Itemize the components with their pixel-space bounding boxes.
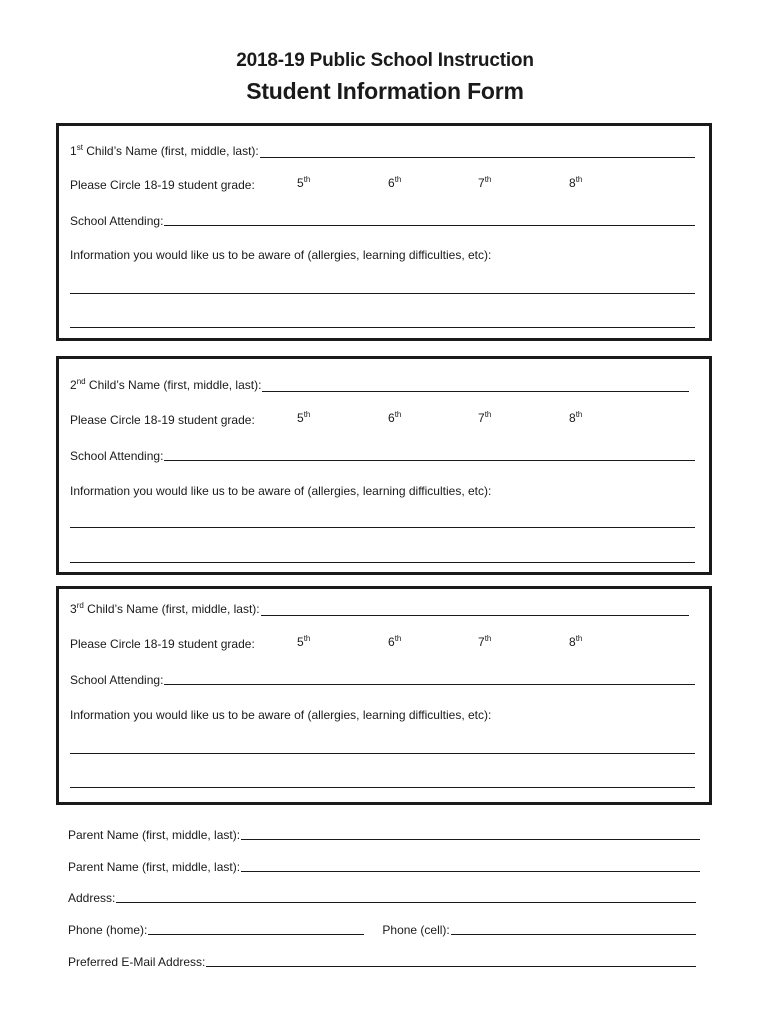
child-1-school-field[interactable] [164,225,695,226]
child-3-info-line-2[interactable] [70,787,695,788]
child-2-info-row [70,480,695,498]
child-2-grade-5[interactable]: 5th [297,410,311,425]
child-3-grade-label: Please Circle 18-19 student grade: [70,637,255,651]
address-field[interactable] [116,902,696,903]
child-2-school-label: School Attending: [70,449,164,463]
child-3-name-label: 3rd Child’s Name (first, middle, last): [70,601,260,616]
child-1-name-row [70,142,695,160]
child-1-school-row [70,210,695,228]
child-3-grade-8[interactable]: 8th [569,634,583,649]
child-1-grade-5[interactable]: 5th [297,175,311,190]
phone-cell-label: Phone (cell): [382,923,450,937]
email-field[interactable] [206,966,696,967]
parent-1-label: Parent Name (first, middle, last): [68,828,241,842]
child-1-name-label: 1st Child’s Name (first, middle, last): [70,143,259,158]
address-row [68,887,696,905]
child-2-grade-7[interactable]: 7th [478,410,492,425]
phone-home-label: Phone (home): [68,923,148,937]
child-2-grade-label: Please Circle 18-19 student grade: [70,413,255,427]
child-3-grade-row [70,635,670,653]
child-3-info-row [70,704,695,722]
child-2-info-line-1[interactable] [70,527,695,528]
child-2-school-field[interactable] [164,460,695,461]
child-2-grade-8[interactable]: 8th [569,410,583,425]
child-1-grade-row [70,176,670,194]
child-3-section [56,586,712,805]
child-1-school-label: School Attending: [70,214,164,228]
parent-2-row [68,856,700,874]
child-2-grade-row [70,411,670,429]
child-2-name-label: 2nd Child’s Name (first, middle, last): [70,377,262,392]
parent-2-label: Parent Name (first, middle, last): [68,860,241,874]
child-2-info-line-2[interactable] [70,562,695,563]
child-3-grade-7[interactable]: 7th [478,634,492,649]
form-title-year: 2018-19 Public School Instruction [236,50,534,71]
child-1-grade-8[interactable]: 8th [569,175,583,190]
parent-1-name-field[interactable] [241,839,700,840]
child-2-grade-6[interactable]: 6th [388,410,402,425]
child-3-school-label: School Attending: [70,673,164,687]
child-1-info-line-2[interactable] [70,327,695,328]
child-1-info-label: Information you would like us to be aware of (allergies, learning difficulties, etc): [70,248,492,262]
child-1-grade-label: Please Circle 18-19 student grade: [70,178,255,192]
child-2-school-row [70,445,695,463]
address-label: Address: [68,891,116,905]
child-1-info-line-1[interactable] [70,293,695,294]
child-3-name-row [70,600,689,618]
child-3-info-line-1[interactable] [70,753,695,754]
child-3-school-field[interactable] [164,684,695,685]
child-3-name-field[interactable] [261,615,689,616]
child-1-section [56,123,712,341]
child-2-info-label: Information you would like us to be aware of (allergies, learning difficulties, etc): [70,484,492,498]
email-row [68,951,696,969]
child-2-name-row [70,376,689,394]
child-3-school-row [70,669,695,687]
parent-2-name-field[interactable] [241,871,700,872]
phone-cell-field[interactable] [451,934,696,935]
child-1-info-row [70,244,695,262]
form-title: Student Information Form [246,78,524,104]
child-1-grade-6[interactable]: 6th [388,175,402,190]
phone-home-field[interactable] [148,934,364,935]
child-3-info-label: Information you would like us to be aware of (allergies, learning difficulties, etc): [70,708,492,722]
phone-row [68,919,696,937]
child-3-grade-6[interactable]: 6th [388,634,402,649]
email-label: Preferred E-Mail Address: [68,955,206,969]
parent-1-row [68,824,700,842]
child-1-name-field[interactable] [260,157,695,158]
child-1-grade-7[interactable]: 7th [478,175,492,190]
child-2-section [56,356,712,575]
child-3-grade-5[interactable]: 5th [297,634,311,649]
child-2-name-field[interactable] [262,391,689,392]
